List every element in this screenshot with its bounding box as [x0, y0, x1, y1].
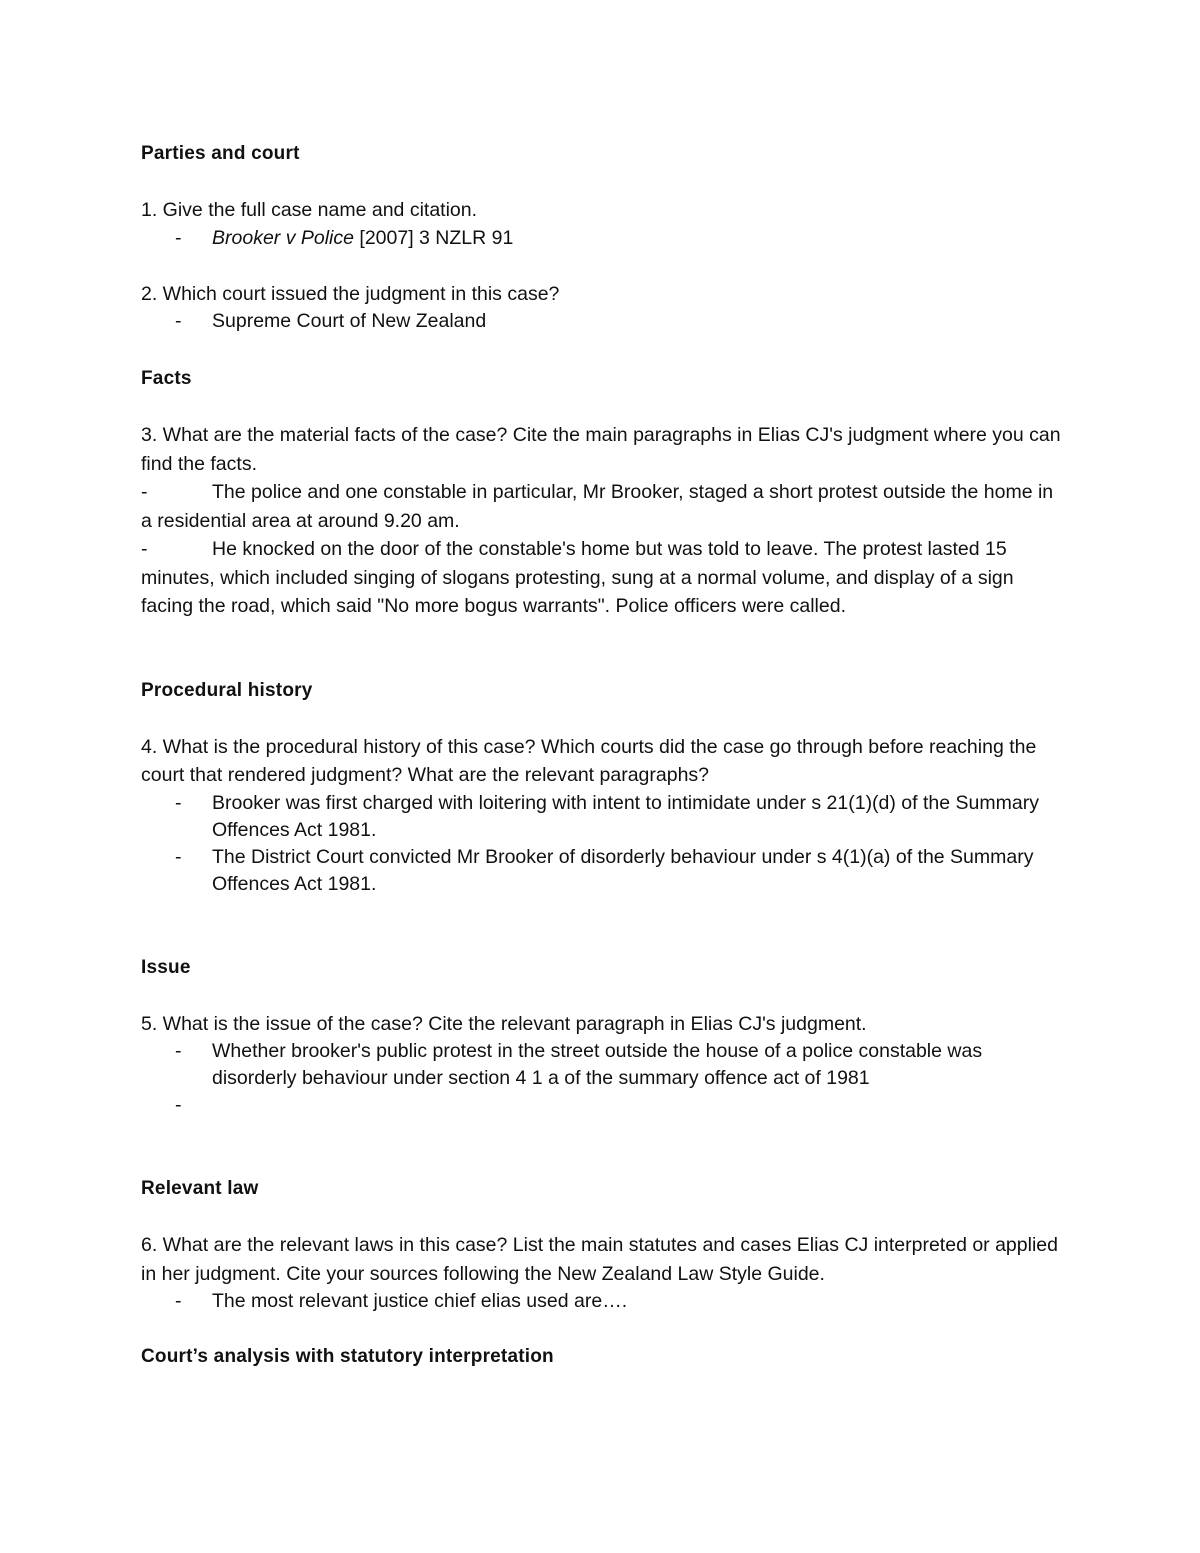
list-item [141, 790, 1061, 844]
answer-6-list [141, 1288, 1061, 1315]
answer-5-list [141, 1038, 1061, 1119]
bullet-dash: - [175, 1094, 182, 1116]
question-5: 5. What is the issue of the case? Cite the relevant paragraph in Elias CJ's judgment. [141, 1012, 867, 1035]
heading-facts: Facts [141, 368, 192, 389]
fact-item-1 [141, 478, 1061, 535]
list-item [141, 1288, 1061, 1315]
heading-court-analysis: Court’s analysis with statutory interpretation [141, 1346, 554, 1367]
bullet-dash: - [175, 310, 182, 332]
question-6: 6. What are the relevant laws in this case? List the main statutes and cases Elias CJ interpreted or applied in her judgment. Cite your sources following the New Zealand Law Style Guide. [141, 1234, 1058, 1285]
document-page [141, 140, 1061, 1371]
answer-text: Brooker was first charged with loitering with intent to intimidate under s 21(1)(d) of the Summary Offences Act 1981. [212, 791, 1039, 841]
answer-text: The most relevant justice chief elias used are…. [212, 1290, 628, 1312]
fact-item-2 [141, 535, 1061, 621]
case-name: Brooker v Police [212, 226, 354, 249]
bullet-dash: - [175, 226, 182, 249]
list-item [141, 1092, 1061, 1119]
bullet-dash: - [175, 791, 182, 814]
bullet-dash: - [141, 481, 148, 503]
bullet-dash: - [175, 1040, 182, 1062]
answer-text: Supreme Court of New Zealand [212, 310, 487, 332]
heading-issue: Issue [141, 956, 191, 978]
answer-text: Whether brooker's public protest in the street outside the house of a police constable was disorderly behaviour under section 4 1 a of the summary offence act of 1981 [212, 1040, 983, 1089]
answer-2-list [141, 308, 1061, 335]
question-4: 4. What is the procedural history of this case? Which courts did the case go through before reaching the court that rendered judgment? What are the relevant paragraphs? [141, 735, 1037, 786]
answer-text: The District Court convicted Mr Brooker of disorderly behaviour under s 4(1)(a) of the Summary Offences Act 1981. [212, 845, 1034, 895]
bullet-dash: - [175, 1290, 182, 1312]
question-2: 2. Which court issued the judgment in this case? [141, 282, 560, 305]
question-3: 3. What are the material facts of the case? Cite the main paragraphs in Elias CJ's judgment where you can find the facts. [141, 424, 1061, 475]
list-item [141, 1038, 1061, 1092]
answer-1-list [141, 225, 1061, 252]
list-item [141, 225, 1061, 252]
question-1: 1. Give the full case name and citation. [141, 199, 478, 221]
fact-text: The police and one constable in particular, Mr Brooker, staged a short protest outside the home in a residential area at around 9.20 am. [141, 481, 1054, 532]
bullet-dash: - [141, 538, 148, 560]
case-citation: [2007] 3 NZLR 91 [353, 226, 514, 249]
heading-relevant-law: Relevant law [141, 1178, 259, 1199]
heading-parties: Parties and court [141, 143, 300, 164]
list-item [141, 308, 1061, 335]
heading-procedural-history: Procedural history [141, 679, 313, 701]
fact-text: He knocked on the door of the constable's home but was told to leave. The protest lasted 15 minutes, which included singing of slogans protesting, sung at a normal volume, and display of a sign facing the road, which said "No more bogus warrants". Police officers were called. [141, 538, 1014, 617]
list-item [141, 844, 1061, 898]
bullet-dash: - [175, 845, 182, 868]
answer-4-list [141, 790, 1061, 898]
